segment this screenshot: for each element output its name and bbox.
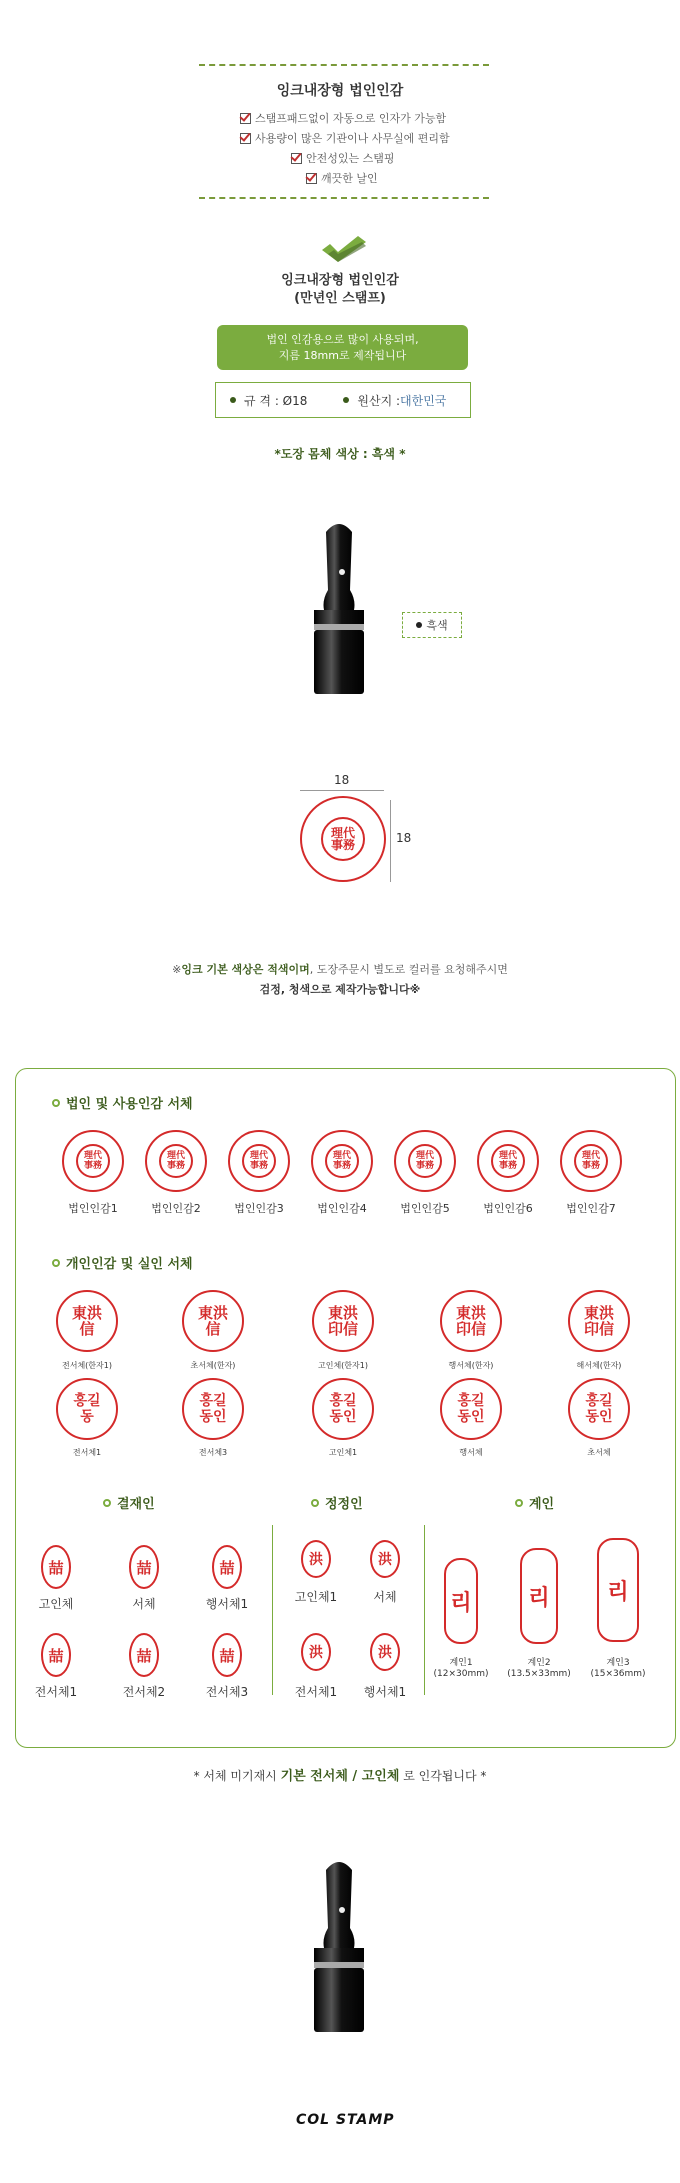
seal-impression: [300, 796, 386, 882]
seal-glyph: 東洪信: [197, 1304, 228, 1338]
ring-icon: [52, 1099, 60, 1107]
feature-text: 깨끗한 날인: [321, 172, 378, 185]
checkbox-icon: [240, 113, 251, 124]
seal-inner-ring: [159, 1144, 193, 1178]
ring-icon: [515, 1499, 523, 1507]
spec-size: [230, 392, 307, 409]
seal-glyph: 東洪印信: [327, 1304, 358, 1338]
seal-glyph: 洪: [309, 1552, 323, 1568]
personal-seal: [56, 1378, 118, 1440]
correction-title-text: 정정인: [325, 1497, 363, 1512]
seal-text: 理代事務: [581, 1151, 600, 1171]
approval-seal: [41, 1545, 71, 1589]
seal-glyph: 리: [528, 1585, 550, 1611]
personal-font-label: 고인체1: [328, 1448, 358, 1457]
feature-item: [306, 170, 378, 186]
ink-note-prefix: ※: [172, 963, 182, 976]
seal-inner-ring: [491, 1144, 525, 1178]
correction-seal: [370, 1633, 400, 1671]
personal-seal-stamp: [597, 1538, 639, 1642]
dim-width-line: [300, 790, 384, 791]
seal-glyph: 喆: [48, 1558, 64, 1577]
feature-text: 안전성있는 스탬핑: [306, 152, 395, 165]
seal-glyph: 喆: [48, 1646, 64, 1665]
seal-inner-ring: [574, 1144, 608, 1178]
correction-seal: [301, 1540, 331, 1578]
footer-note-highlight: 기본 전서체 / 고인체: [280, 1769, 400, 1784]
corp-fonts-title: [52, 1093, 193, 1112]
corp-seal: [228, 1130, 290, 1192]
approval-title: [103, 1493, 155, 1512]
corp-fonts-title-text: 법인 및 사용인감 서체: [66, 1097, 193, 1112]
dim-height-label: 18: [396, 831, 412, 845]
brand-logo: [296, 2112, 395, 2128]
seal-glyph: 홍길동인: [199, 1393, 227, 1425]
seal-text: 理代事務: [332, 1151, 351, 1171]
seal-glyph: 洪: [378, 1645, 392, 1661]
seal-glyph: 洪: [378, 1552, 392, 1568]
checkbox-icon: [291, 153, 302, 164]
personal-seal: [568, 1290, 630, 1352]
personal-seal-stamp: [520, 1548, 558, 1644]
corp-seal: [477, 1130, 539, 1192]
spec-size-text: 규 격 : Ø18: [244, 393, 308, 408]
personal-seal-name: 계인1: [449, 1658, 473, 1668]
bullet-icon: [343, 397, 349, 403]
dim-height-line: [390, 800, 391, 882]
ring-icon: [103, 1499, 111, 1507]
correction-title: [311, 1493, 363, 1512]
personal-font-label: 행서체(한자): [448, 1361, 494, 1370]
dim-width-label: 18: [334, 773, 350, 787]
approval-seal: [212, 1633, 242, 1677]
stamp-product-image: [306, 520, 372, 706]
approval-font-label: 전서체3: [205, 1685, 249, 1699]
product-title: [0, 272, 680, 308]
personal-seal: [56, 1290, 118, 1352]
personal-font-label: 초서체(한자): [190, 1361, 236, 1370]
brand-logo-text: COL STAMP: [296, 2112, 395, 2128]
seal-inner-ring: [408, 1144, 442, 1178]
ring-icon: [311, 1499, 319, 1507]
checkbox-icon: [306, 173, 317, 184]
checkbox-icon: [240, 133, 251, 144]
personal-fonts-title-text: 개인인감 및 실인 서체: [66, 1257, 193, 1272]
spec-origin: [343, 392, 446, 409]
seal-glyph: 洪: [309, 1645, 323, 1661]
personal-font-label: 초서체: [587, 1448, 611, 1457]
personal-seal: [440, 1378, 502, 1440]
personal-fonts-title: [52, 1253, 193, 1272]
personal-seal: [568, 1378, 630, 1440]
corp-seal: [145, 1130, 207, 1192]
ink-note-rest: , 도장주문시 별도로 컬러를 요청해주시면: [309, 963, 508, 976]
personal-seal-title: [515, 1493, 554, 1512]
product-description: [217, 325, 468, 370]
seal-text: 理代事務: [330, 826, 355, 852]
column-divider: [272, 1525, 273, 1695]
corp-seal: [394, 1130, 456, 1192]
seal-glyph: 東洪印信: [583, 1304, 614, 1338]
product-title-line1: 잉크내장형 법인인감: [281, 273, 399, 288]
approval-font-label: 전서체2: [122, 1685, 166, 1699]
seal-inner-ring: [325, 1144, 359, 1178]
footer-note-suffix: 로 인각됩니다 *: [399, 1769, 487, 1783]
approval-seal: [129, 1545, 159, 1589]
personal-seal: [312, 1290, 374, 1352]
personal-font-label: 행서체: [459, 1448, 483, 1457]
origin-label: 원산지 :: [357, 393, 401, 408]
seal-glyph: 東洪信: [71, 1304, 102, 1338]
approval-seal: [129, 1633, 159, 1677]
correction-seal: [370, 1540, 400, 1578]
seal-text: 理代事務: [498, 1151, 517, 1171]
ink-note: [0, 960, 680, 1000]
ink-note-highlight: 잉크 기본 색상은 적색이며: [181, 963, 310, 976]
personal-font-label: 고인체(한자1): [318, 1361, 368, 1370]
seal-glyph: 喆: [136, 1558, 152, 1577]
bullet-icon: [416, 622, 422, 628]
color-option-box[interactable]: [402, 612, 462, 638]
personal-seal: [440, 1290, 502, 1352]
seal-inner-ring: [76, 1144, 110, 1178]
personal-seal-size: (13.5×33mm): [507, 1669, 571, 1679]
corp-seal: [560, 1130, 622, 1192]
personal-font-label: 전서체3: [198, 1448, 228, 1457]
product-title-line2: (만년인 스탬프): [294, 291, 386, 306]
approval-font-label: 고인체: [38, 1597, 74, 1611]
corp-font-label: 법인인감4: [317, 1202, 367, 1215]
seal-inner-ring: [242, 1144, 276, 1178]
desc-line2: 지름 18mm로 제작됩니다: [278, 348, 407, 362]
seal-glyph: 喆: [219, 1646, 235, 1665]
seal-glyph: 리: [450, 1590, 472, 1616]
corp-font-label: 법인인감6: [483, 1202, 533, 1215]
desc-line1: 법인 인감용으로 많이 사용되며,: [266, 332, 419, 346]
origin-value: 대한민국: [400, 393, 447, 408]
stamp-product-image-2: [306, 1858, 372, 2044]
corp-font-label: 법인인감5: [400, 1202, 450, 1215]
corp-seal: [62, 1130, 124, 1192]
feature-text: 사용량이 많은 기관이나 사무실에 편리함: [255, 132, 450, 145]
seal-glyph: 홍길동: [73, 1393, 101, 1425]
seal-glyph: 홍길동인: [457, 1393, 485, 1425]
personal-seal: [182, 1290, 244, 1352]
seal-glyph: 홍길동인: [585, 1393, 613, 1425]
footer-note: [0, 1765, 680, 1784]
seal-glyph: 홍길동인: [329, 1393, 357, 1425]
feature-text: 스탬프패드없이 자동으로 인자가 가능함: [255, 112, 447, 125]
personal-seal-name: 계인3: [606, 1658, 630, 1668]
correction-seal: [301, 1633, 331, 1671]
seal-text: 理代事務: [415, 1151, 434, 1171]
correction-font-label: 서체: [373, 1590, 397, 1604]
approval-font-label: 행서체1: [205, 1597, 249, 1611]
bullet-icon: [230, 397, 236, 403]
seal-glyph: 喆: [136, 1646, 152, 1665]
body-color-note: *도장 몸체 색상 : 흑색 *: [274, 447, 406, 461]
corp-font-label: 법인인감3: [234, 1202, 284, 1215]
seal-glyph: 리: [607, 1579, 629, 1605]
personal-seal-size: (15×36mm): [590, 1669, 646, 1679]
personal-seal-title-text: 계인: [529, 1497, 555, 1512]
approval-seal: [212, 1545, 242, 1589]
spec-box: [215, 382, 471, 418]
correction-font-label: 고인체1: [294, 1590, 338, 1604]
seal-text: 理代事務: [249, 1151, 268, 1171]
ink-note-line2: 검정, 청색으로 제작가능합니다※: [259, 983, 421, 996]
approval-font-label: 서체: [132, 1597, 156, 1611]
approval-title-text: 결재인: [117, 1497, 155, 1512]
personal-seal-stamp: [444, 1558, 478, 1644]
top-divider-bottom: [199, 197, 489, 199]
personal-seal: [182, 1378, 244, 1440]
personal-font-label: 전서체1: [72, 1448, 102, 1457]
check-mark-icon: [322, 236, 366, 262]
footer-note-prefix: * 서체 미기재시: [193, 1769, 281, 1783]
header-title: 잉크내장형 법인인감: [276, 83, 404, 99]
feature-item: [240, 130, 450, 146]
feature-item: [291, 150, 395, 166]
seal-glyph: 喆: [219, 1558, 235, 1577]
seal-inner-ring: [321, 817, 365, 861]
corp-font-label: 법인인감2: [151, 1202, 201, 1215]
corp-font-label: 법인인감1: [68, 1202, 118, 1215]
correction-font-label: 행서체1: [363, 1685, 407, 1699]
personal-seal-size: (12×30mm): [433, 1669, 489, 1679]
corp-font-label: 법인인감7: [566, 1202, 616, 1215]
ring-icon: [52, 1259, 60, 1267]
correction-font-label: 전서체1: [294, 1685, 338, 1699]
personal-seal: [312, 1378, 374, 1440]
personal-font-label: 해서체(한자): [576, 1361, 622, 1370]
corp-seal: [311, 1130, 373, 1192]
personal-seal-name: 계인2: [527, 1658, 551, 1668]
personal-font-label: 전서체(한자1): [62, 1361, 112, 1370]
color-option-label: 흑색: [426, 619, 448, 632]
approval-seal: [41, 1633, 71, 1677]
top-divider: [199, 64, 489, 66]
feature-item: [240, 110, 446, 126]
approval-font-label: 전서체1: [34, 1685, 78, 1699]
seal-text: 理代事務: [166, 1151, 185, 1171]
seal-glyph: 東洪印信: [455, 1304, 486, 1338]
seal-text: 理代事務: [83, 1151, 102, 1171]
